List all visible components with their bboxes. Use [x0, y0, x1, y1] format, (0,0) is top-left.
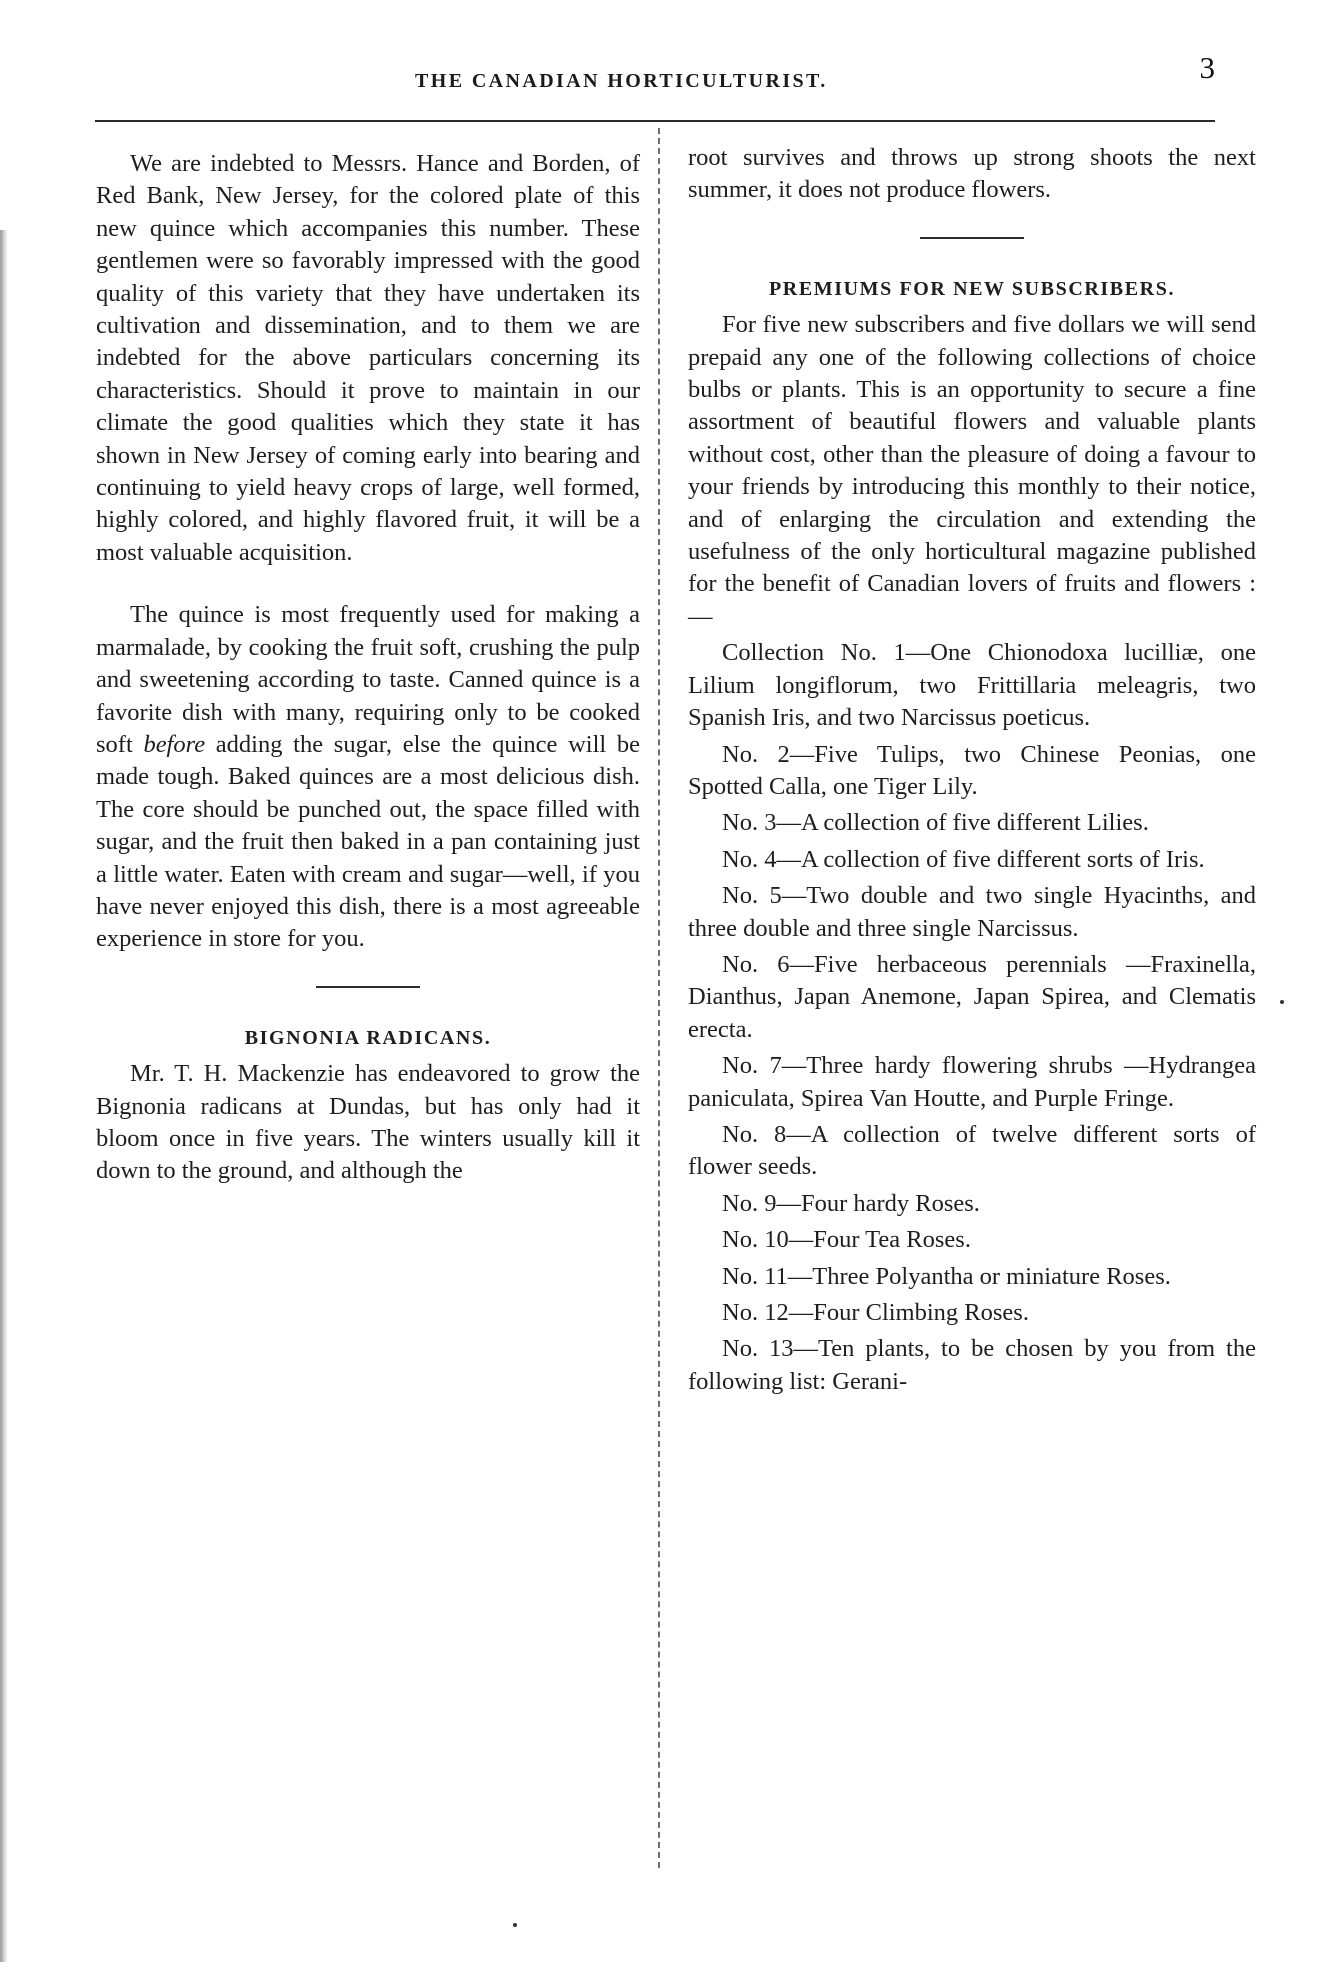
- premium-item: No. 13—Ten plants, to be chosen by you from the following list: Gerani-: [688, 1335, 1256, 1395]
- column-divider: [658, 128, 660, 1868]
- premium-item: No. 7—Three hardy flowering shrubs —Hydrangea paniculata, Spirea Van Houtte, and Purple Fringe.: [688, 1052, 1256, 1112]
- quince-paragraph-2: [96, 599, 640, 955]
- print-speck: [513, 1923, 517, 1927]
- running-title: THE CANADIAN HORTICULTURIST.: [415, 70, 828, 92]
- premium-list: [688, 637, 1256, 1398]
- header-rule: [95, 120, 1215, 122]
- page-number: 3: [1199, 50, 1215, 85]
- print-speck: [1280, 1000, 1284, 1004]
- quince-paragraph-1: We are indebted to Messrs. Hance and Borden, of Red Bank, New Jersey, for the colored plate of this new quince which accompanies this number. These gentlemen were so favorably impressed with the good quality of this variety that they have undertaken its cultivation and dissemination, and to them we are indebted for the above particulars concerning its characteristics. Should it prove to maintain in our climate the good qualities which they state it has shown in New Jersey of coming early into bearing and continuing to yield heavy crops of large, well formed, highly colored, and highly flavored fruit, it will be a most valuable acquisition.: [96, 150, 640, 566]
- premium-item: No. 6—Five herbaceous perennials —Fraxinella, Dianthus, Japan Anemone, Japan Spirea, and Clematis erecta.: [688, 950, 1256, 1043]
- premiums-heading: PREMIUMS FOR NEW SUBSCRIBERS.: [768, 277, 1176, 300]
- premium-item: No. 11—Three Polyantha or miniature Roses.: [722, 1262, 1171, 1290]
- premium-item: No. 2—Five Tulips, two Chinese Peonias, one Spotted Calla, one Tiger Lily.: [688, 740, 1256, 800]
- premium-item: Collection No. 1—One Chionodoxa lucilliæ, one Lilium longiflorum, two Frittillaria meleagris, two Spanish Iris, and two Narcissus poeticus.: [688, 639, 1256, 732]
- bignonia-continuation: root survives and throws up strong shoots the next summer, it does not produce flowers.: [688, 144, 1256, 204]
- quince-paragraph-2-text-a: The quince is most frequently used for making a marmalade, by cooking the fruit soft, crushing the pulp and sweetening according to taste. Canned quince is a favorite dish with many, requiring only to be cooked soft: [96, 601, 640, 758]
- premium-item: No. 3—A collection of five different Lilies.: [722, 809, 1149, 837]
- bignonia-heading: BIGNONIA RADICANS.: [244, 1026, 492, 1049]
- quince-paragraph-2-emphasis: before: [143, 730, 206, 758]
- premiums-intro: For five new subscribers and five dollars we will send prepaid any one of the following collections of choice bulbs or plants. This is an opportunity to secure a fine assortment of beautiful flowers and valuable plants without cost, other than the pleasure of doing a favour to your friends by introducing this monthly to their notice, and of enlarging the circulation and extending the usefulness of the only horticultural magazine published for the benefit of Canadian lovers of fruits and flowers :—: [688, 311, 1256, 630]
- premium-item: No. 8—A collection of twelve different sorts of flower seeds.: [688, 1120, 1256, 1181]
- left-column: [96, 148, 640, 1188]
- premium-item: No. 12—Four Climbing Roses.: [722, 1299, 1029, 1326]
- section-divider-right: [920, 237, 1024, 239]
- quince-paragraph-2-text-b: adding the sugar, else the quince will be made tough. Baked quinces are a most delicious dish. The core should be punched out, the space filled with sugar, and the fruit then baked in a pan containing just a little water. Eaten with cream and sugar—well, if you have never enjoyed this dish, there is a most agreeable experience in store for you.: [96, 730, 640, 953]
- premium-item: No. 10—Four Tea Roses.: [722, 1226, 971, 1254]
- section-divider: [316, 986, 420, 988]
- page-header: [95, 48, 1215, 122]
- bignonia-paragraph: Mr. T. H. Mackenzie has endeavored to grow the Bignonia radicans at Dundas, but has only had it bloom once in five years. The winters usually kill it down to the ground, and although the: [96, 1060, 640, 1185]
- binding-edge-shadow: [0, 230, 8, 1962]
- right-column: [688, 142, 1256, 1398]
- premium-item: No. 9—Four hardy Roses.: [722, 1189, 980, 1217]
- premium-item: No. 4—A collection of five different sorts of Iris.: [722, 845, 1205, 873]
- premium-item: No. 5—Two double and two single Hyacinths, and three double and three single Narcissus.: [688, 882, 1256, 942]
